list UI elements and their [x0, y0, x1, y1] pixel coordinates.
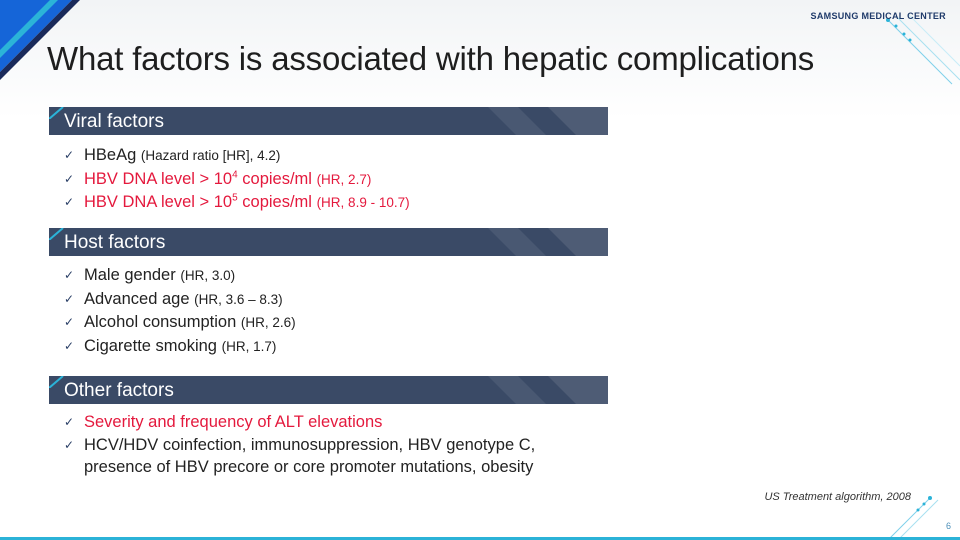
viral-factors-list [64, 144, 410, 215]
bar-corner-accent [49, 228, 65, 240]
factor-name: Cigarette smoking [84, 336, 217, 355]
factor-name: Severity and frequency of ALT elevations [84, 413, 383, 431]
list-item [64, 191, 410, 215]
checkmark-icon: ✓ [64, 148, 75, 162]
factor-detail: (HR, 2.7) [316, 171, 372, 187]
page-number: 6 [945, 521, 951, 531]
exponent: 4 [232, 169, 238, 180]
reference-citation: US Treatment algorithm, 2008 [764, 491, 911, 503]
factor-detail: (HR, 2.6) [240, 315, 296, 330]
section-label: Viral factors [64, 111, 164, 132]
checkmark-icon: ✓ [64, 291, 75, 306]
bar-corner-accent [49, 376, 65, 388]
section-header-viral [49, 107, 608, 135]
list-item [64, 411, 535, 434]
checkmark-icon: ✓ [64, 268, 75, 282]
factor-name: HBeAg [84, 146, 137, 164]
factor-name: HCV/HDV coinfection, immunosuppression, HBV genotype C, [84, 435, 536, 454]
factor-detail: (HR, 3.0) [180, 268, 236, 283]
section-label: Other factors [64, 380, 174, 401]
host-factors-list [64, 264, 296, 358]
page-title: What factors is associated with hepatic complications [47, 40, 815, 77]
list-item [64, 434, 535, 479]
bar-corner-accent [49, 107, 65, 119]
list-item [64, 311, 296, 335]
list-item [64, 144, 410, 168]
checkmark-icon: ✓ [64, 338, 75, 353]
factor-name: Male gender [84, 266, 176, 284]
bar-stripe-decoration [448, 107, 608, 135]
section-header-other [49, 376, 608, 404]
other-factors-list [64, 411, 535, 479]
list-item [64, 288, 296, 312]
factor-name: HBV DNA level > 10 [84, 169, 233, 188]
factor-detail: (HR, 3.6 – 8.3) [194, 291, 283, 307]
factor-continuation: presence of HBV precore or core promoter mutations, obesity [84, 458, 534, 476]
factor-name: Alcohol consumption [84, 313, 237, 331]
checkmark-icon: ✓ [64, 195, 75, 209]
bar-stripe-decoration [448, 376, 608, 404]
bar-stripe-decoration [448, 228, 608, 256]
factor-detail: (HR, 1.7) [221, 338, 277, 354]
section-header-host [49, 228, 608, 256]
checkmark-icon: ✓ [64, 437, 75, 452]
checkmark-icon: ✓ [64, 415, 75, 429]
factor-name: Advanced age [84, 289, 190, 308]
checkmark-icon: ✓ [64, 315, 75, 329]
factor-unit: copies/ml [237, 193, 312, 211]
factor-name: HBV DNA level > 10 [84, 193, 233, 211]
exponent: 5 [232, 192, 238, 204]
checkmark-icon: ✓ [64, 171, 75, 186]
list-item [64, 335, 296, 359]
brand-logo-text: SAMSUNG MEDICAL CENTER [810, 11, 946, 21]
section-label: Host factors [64, 232, 166, 253]
list-item [64, 168, 410, 192]
factor-detail: (HR, 8.9 - 10.7) [316, 195, 410, 210]
factor-unit: copies/ml [237, 169, 312, 188]
factor-detail: (Hazard ratio [HR], 4.2) [140, 148, 281, 163]
list-item [64, 264, 296, 288]
